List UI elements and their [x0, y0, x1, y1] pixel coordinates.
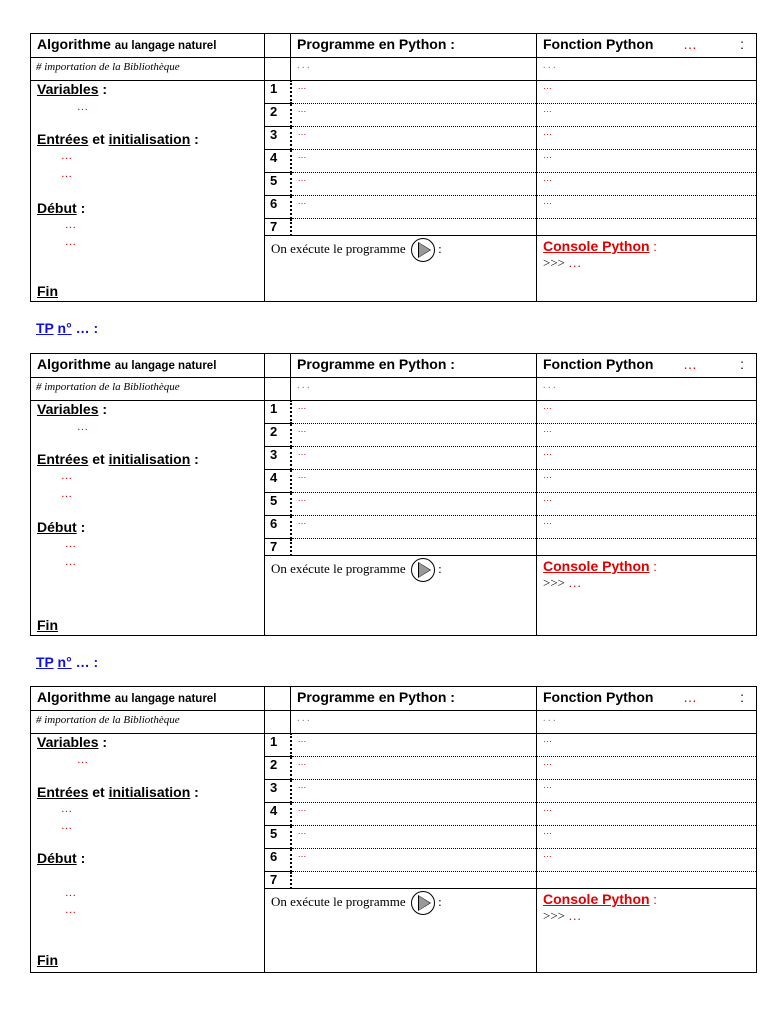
algorithm-cell: [31, 401, 265, 636]
fin-label: Fin: [37, 283, 58, 299]
line-number: 1: [265, 401, 291, 424]
library-func-cell[interactable]: . . .: [537, 711, 757, 734]
func-header: Fonction Python … :: [537, 687, 757, 711]
code-cell-5[interactable]: …: [291, 826, 537, 849]
debut-ellipsis-2: …: [65, 236, 76, 248]
code-cell-3[interactable]: …: [291, 447, 537, 470]
worksheet-table-2: [30, 353, 757, 636]
func-cell-5[interactable]: …: [537, 493, 757, 516]
run-cell: On exécute le programme :: [265, 889, 537, 973]
worksheet-table-1: [30, 33, 757, 302]
console-cell: Console Python : >>> …: [537, 889, 757, 973]
code-cell-4[interactable]: …: [291, 150, 537, 173]
code-cell-5[interactable]: …: [291, 493, 537, 516]
line-number: 3: [265, 127, 291, 150]
inputs-ellipsis-1: …: [61, 150, 72, 162]
empty-cell: [265, 711, 291, 734]
line-number: 6: [265, 849, 291, 872]
code-cell-7[interactable]: [291, 539, 537, 556]
prog-header: Programme en Python :: [291, 354, 537, 378]
func-cell-2[interactable]: …: [537, 104, 757, 127]
line-number: 4: [265, 470, 291, 493]
debut-ellipsis-2: …: [65, 556, 76, 568]
func-cell-1[interactable]: …: [537, 734, 757, 757]
library-import-label: # importation de la Bibliothèque: [31, 711, 265, 734]
code-cell-3[interactable]: …: [291, 780, 537, 803]
algo-header: Algorithme au langage naturel: [31, 34, 265, 58]
func-cell-4[interactable]: …: [537, 803, 757, 826]
inputs-label: Entrées et initialisation :: [37, 451, 199, 467]
line-number: 3: [265, 780, 291, 803]
code-cell-5[interactable]: …: [291, 173, 537, 196]
library-prog-cell[interactable]: . . .: [291, 378, 537, 401]
func-cell-3[interactable]: …: [537, 447, 757, 470]
func-cell-3[interactable]: …: [537, 780, 757, 803]
algo-header: Algorithme au langage naturel: [31, 687, 265, 711]
func-cell-7[interactable]: [537, 219, 757, 236]
variables-label: Variables :: [37, 734, 108, 750]
empty-cell: [265, 378, 291, 401]
func-cell-3[interactable]: …: [537, 127, 757, 150]
variables-ellipsis: …: [77, 754, 88, 766]
debut-ellipsis-1: …: [65, 538, 76, 550]
num-header: [265, 34, 291, 58]
run-cell: On exécute le programme :: [265, 556, 537, 636]
library-import-label: # importation de la Bibliothèque: [31, 378, 265, 401]
line-number: 6: [265, 196, 291, 219]
func-cell-1[interactable]: …: [537, 81, 757, 104]
func-cell-4[interactable]: …: [537, 150, 757, 173]
debut-label: Début :: [37, 519, 86, 535]
inputs-ellipsis-2: …: [61, 168, 72, 180]
debut-ellipsis-1: …: [65, 219, 76, 231]
func-header: Fonction Python … :: [537, 354, 757, 378]
worksheet-table-3: [30, 686, 757, 973]
line-number: 7: [265, 539, 291, 556]
variables-ellipsis: …: [77, 101, 88, 113]
play-icon[interactable]: [411, 238, 435, 262]
library-func-cell[interactable]: . . .: [537, 378, 757, 401]
func-cell-1[interactable]: …: [537, 401, 757, 424]
func-cell-4[interactable]: …: [537, 470, 757, 493]
line-number: 7: [265, 872, 291, 889]
debut-label: Début :: [37, 850, 86, 866]
line-number: 6: [265, 516, 291, 539]
console-cell: Console Python : >>> …: [537, 556, 757, 636]
code-cell-1[interactable]: …: [291, 401, 537, 424]
func-cell-5[interactable]: …: [537, 173, 757, 196]
func-cell-7[interactable]: [537, 872, 757, 889]
algorithm-table: [30, 686, 757, 973]
algo-header: Algorithme au langage naturel: [31, 354, 265, 378]
play-icon[interactable]: [411, 891, 435, 915]
num-header: [265, 354, 291, 378]
tp-label-1: TP n° … :: [36, 320, 99, 336]
inputs-ellipsis-1: …: [61, 803, 72, 815]
debut-ellipsis-2: …: [65, 904, 76, 916]
func-cell-6[interactable]: …: [537, 196, 757, 219]
line-number: 5: [265, 826, 291, 849]
code-cell-4[interactable]: …: [291, 470, 537, 493]
code-cell-6[interactable]: …: [291, 516, 537, 539]
variables-label: Variables :: [37, 401, 108, 417]
library-import-label: # importation de la Bibliothèque: [31, 58, 265, 81]
num-header: [265, 687, 291, 711]
code-cell-2[interactable]: …: [291, 757, 537, 780]
func-cell-7[interactable]: [537, 539, 757, 556]
line-number: 5: [265, 173, 291, 196]
variables-label: Variables :: [37, 81, 108, 97]
algorithm-cell: [31, 734, 265, 973]
func-cell-5[interactable]: …: [537, 826, 757, 849]
prog-header: Programme en Python :: [291, 687, 537, 711]
line-number: 4: [265, 803, 291, 826]
inputs-ellipsis-1: …: [61, 470, 72, 482]
func-cell-6[interactable]: …: [537, 516, 757, 539]
empty-cell: [265, 58, 291, 81]
tp-label-2: TP n° … :: [36, 654, 99, 670]
inputs-ellipsis-2: …: [61, 820, 72, 832]
func-cell-2[interactable]: …: [537, 757, 757, 780]
library-prog-cell[interactable]: . . .: [291, 58, 537, 81]
code-cell-2[interactable]: …: [291, 424, 537, 447]
func-cell-6[interactable]: …: [537, 849, 757, 872]
line-number: 7: [265, 219, 291, 236]
line-number: 2: [265, 424, 291, 447]
library-func-cell[interactable]: . . .: [537, 58, 757, 81]
run-cell: On exécute le programme :: [265, 236, 537, 302]
inputs-ellipsis-2: …: [61, 488, 72, 500]
func-cell-2[interactable]: …: [537, 424, 757, 447]
code-cell-1[interactable]: …: [291, 734, 537, 757]
line-number: 2: [265, 104, 291, 127]
func-header: Fonction Python … :: [537, 34, 757, 58]
line-number: 1: [265, 734, 291, 757]
algorithm-table: [30, 353, 757, 636]
prog-header: Programme en Python :: [291, 34, 537, 58]
code-cell-7[interactable]: [291, 872, 537, 889]
line-number: 5: [265, 493, 291, 516]
code-cell-1[interactable]: …: [291, 81, 537, 104]
fin-label: Fin: [37, 617, 58, 633]
console-cell: Console Python : >>> …: [537, 236, 757, 302]
code-cell-4[interactable]: …: [291, 803, 537, 826]
code-cell-2[interactable]: …: [291, 104, 537, 127]
line-number: 3: [265, 447, 291, 470]
inputs-label: Entrées et initialisation :: [37, 131, 199, 147]
debut-ellipsis-1: …: [65, 887, 76, 899]
code-cell-6[interactable]: …: [291, 196, 537, 219]
play-icon[interactable]: [411, 558, 435, 582]
library-prog-cell[interactable]: . . .: [291, 711, 537, 734]
algorithm-table: [30, 33, 757, 302]
line-number: 2: [265, 757, 291, 780]
variables-ellipsis: …: [77, 421, 88, 433]
line-number: 1: [265, 81, 291, 104]
algorithm-cell: [31, 81, 265, 302]
code-cell-6[interactable]: …: [291, 849, 537, 872]
line-number: 4: [265, 150, 291, 173]
inputs-label: Entrées et initialisation :: [37, 784, 199, 800]
debut-label: Début :: [37, 200, 86, 216]
code-cell-3[interactable]: …: [291, 127, 537, 150]
fin-label: Fin: [37, 952, 58, 968]
code-cell-7[interactable]: [291, 219, 537, 236]
